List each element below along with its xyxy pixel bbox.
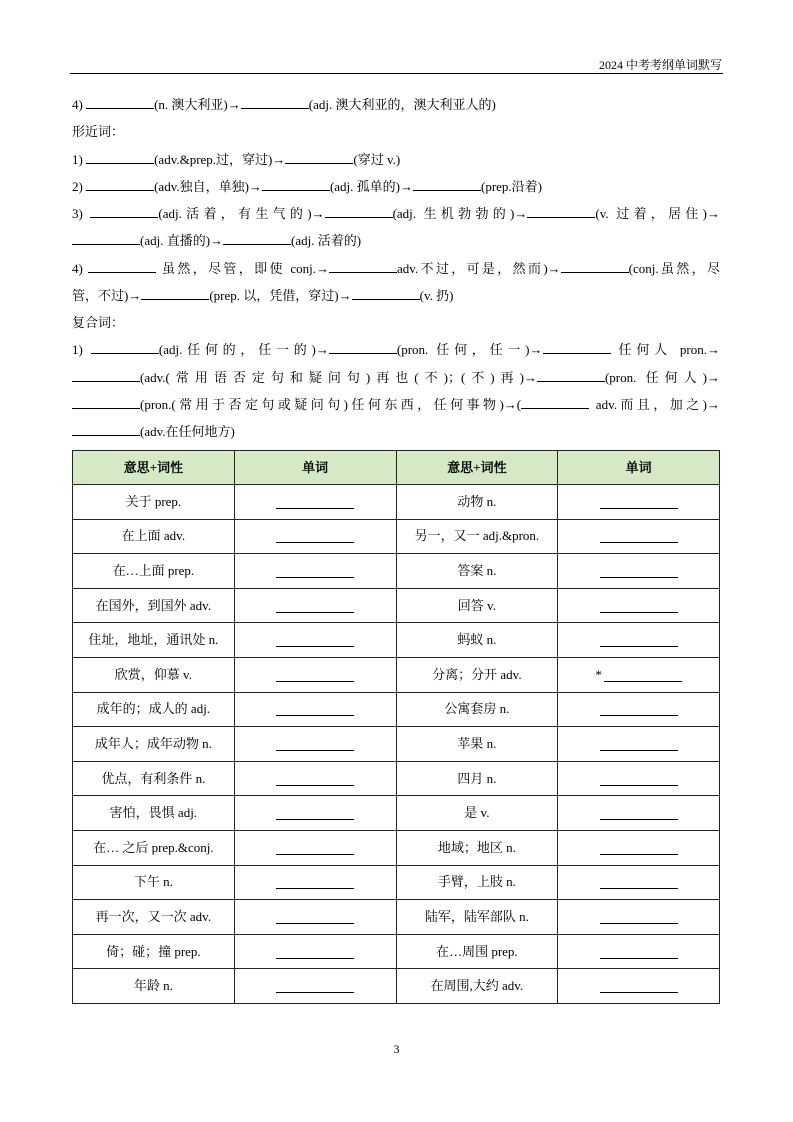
line-text: (adv.(常用语否定句和疑问句)再也(不)；(不)再)→ — [140, 369, 537, 385]
answer-blank — [276, 772, 354, 786]
text-line — [72, 391, 720, 418]
answer-blank — [285, 151, 353, 164]
word-cell — [235, 866, 397, 901]
line-text: (adj. 澳大利亚的，澳大利亚人的) — [308, 97, 496, 112]
answer-blank — [276, 875, 354, 889]
line-text: 任何人 pron.→ — [610, 342, 720, 358]
word-cell — [558, 969, 720, 1004]
text-line — [72, 173, 720, 200]
line-text: (穿过 v.) — [353, 151, 401, 167]
word-cell — [235, 658, 397, 693]
answer-blank — [276, 564, 354, 578]
line-text: (adv.在任何地方) — [140, 424, 235, 439]
answer-blank — [600, 875, 678, 889]
answer-blank — [276, 806, 354, 820]
worksheet-body — [72, 91, 720, 451]
meaning-cell: 年龄 n. — [73, 969, 235, 1004]
line-text: 管，不过)→ — [72, 287, 142, 303]
word-cell — [235, 589, 397, 624]
meaning-cell: 手臂，上肢 n. — [397, 866, 559, 901]
line-text: 2) — [72, 178, 87, 194]
word-cell — [558, 623, 720, 658]
word-cell — [235, 762, 397, 797]
answer-blank — [223, 232, 291, 245]
line-text: adv.不过，可是，然而)→ — [397, 260, 561, 276]
line-text: (adj. 孤单的)→ — [329, 178, 413, 194]
answer-blank — [325, 205, 393, 218]
meaning-cell: 害怕，畏惧 adj. — [73, 796, 235, 831]
word-cell — [558, 831, 720, 866]
word-cell — [558, 762, 720, 797]
answer-blank — [276, 599, 354, 613]
text-line — [72, 282, 720, 309]
word-cell — [235, 554, 397, 589]
table-header-cell: 单词 — [235, 451, 397, 485]
meaning-cell: 苹果 n. — [397, 727, 559, 762]
answer-blank — [600, 841, 678, 855]
meaning-cell: 下午 n. — [73, 866, 235, 901]
answer-blank — [86, 96, 154, 109]
answer-blank — [86, 151, 154, 164]
answer-blank — [600, 702, 678, 716]
word-cell — [558, 866, 720, 901]
line-text: 虽然，尽管，即使 conj.→ — [156, 260, 330, 276]
answer-blank — [537, 369, 605, 382]
line-text: 形近词： — [72, 124, 125, 140]
answer-blank — [600, 910, 678, 924]
line-text: (adv.独自，单独)→ — [154, 178, 262, 194]
text-line — [72, 227, 720, 254]
answer-blank — [241, 96, 309, 109]
meaning-cell: 是 v. — [397, 796, 559, 831]
answer-blank — [543, 341, 611, 354]
line-text: 3) — [72, 206, 91, 221]
line-text: (v. 过着，居住)→ — [595, 206, 720, 221]
answer-blank — [600, 564, 678, 578]
answer-blank — [88, 260, 156, 273]
answer-blank — [276, 495, 354, 509]
answer-blank — [600, 772, 678, 786]
meaning-cell: 再一次，又一次 adv. — [73, 900, 235, 935]
meaning-cell: 住址，地址，通讯处 n. — [73, 623, 235, 658]
answer-blank — [276, 979, 354, 993]
word-cell — [558, 658, 720, 693]
meaning-cell: 在…周围 prep. — [397, 935, 559, 970]
text-line — [72, 118, 720, 145]
text-line — [72, 336, 720, 363]
line-text: (pron.(常用于否定句或疑问句)任何东西，任何事物)→( — [140, 396, 522, 412]
answer-blank — [600, 979, 678, 993]
word-cell — [235, 969, 397, 1004]
text-line — [72, 255, 720, 282]
meaning-cell: 在…上面 prep. — [73, 554, 235, 589]
meaning-cell: 回答 v. — [397, 589, 559, 624]
answer-blank — [86, 178, 154, 191]
answer-blank — [141, 287, 209, 300]
meaning-cell: 成年人；成年动物 n. — [73, 727, 235, 762]
line-text: (adj.任何的，任一的)→ — [158, 342, 329, 358]
answer-blank — [276, 633, 354, 647]
line-text: (conj.虽然，尽 — [628, 260, 720, 276]
word-cell — [558, 520, 720, 555]
meaning-cell: 在上面 adv. — [73, 520, 235, 555]
meaning-cell: 在国外，到国外 adv. — [73, 589, 235, 624]
text-line — [72, 418, 720, 445]
word-cell — [235, 831, 397, 866]
asterisk-mark: * — [595, 666, 602, 682]
answer-blank — [72, 396, 140, 409]
header-rule — [70, 73, 723, 74]
word-cell — [235, 623, 397, 658]
word-cell — [235, 796, 397, 831]
meaning-cell: 陆军，陆军部队 n. — [397, 900, 559, 935]
text-line — [72, 91, 720, 118]
answer-blank — [352, 287, 420, 300]
answer-blank — [91, 341, 159, 354]
answer-blank — [72, 423, 140, 436]
word-cell — [558, 554, 720, 589]
table-header-cell: 意思+词性 — [73, 451, 235, 485]
answer-blank — [276, 841, 354, 855]
line-text: (adj. 活着的) — [291, 233, 362, 249]
answer-blank — [600, 529, 678, 543]
word-cell — [558, 796, 720, 831]
meaning-cell: 倚；碰；撞 prep. — [73, 935, 235, 970]
line-text: (n. 澳大利亚)→ — [154, 97, 241, 112]
answer-blank — [329, 341, 397, 354]
meaning-cell: 优点，有利条件 n. — [73, 762, 235, 797]
vocab-table — [72, 450, 720, 1004]
line-text: 4) — [72, 97, 87, 112]
word-cell — [235, 727, 397, 762]
meaning-cell: 欣赏，仰慕 v. — [73, 658, 235, 693]
line-text: 1) — [72, 342, 91, 358]
word-cell — [235, 520, 397, 555]
answer-blank — [276, 702, 354, 716]
answer-blank — [262, 178, 330, 191]
meaning-cell: 成年的；成人的 adj. — [73, 693, 235, 728]
line-text: 4) — [72, 260, 89, 276]
line-text: (v. 扔) — [419, 287, 454, 303]
answer-blank — [600, 633, 678, 647]
answer-blank — [600, 737, 678, 751]
text-line — [72, 200, 720, 227]
meaning-cell: 分离；分开 adv. — [397, 658, 559, 693]
word-cell — [558, 693, 720, 728]
word-cell — [558, 727, 720, 762]
meaning-cell: 在… 之后 prep.&conj. — [73, 831, 235, 866]
line-text: adv.而且，加之)→ — [589, 396, 720, 412]
answer-blank — [600, 806, 678, 820]
page-header-title: 2024 中考考纲单词默写 — [598, 58, 722, 72]
answer-blank — [276, 737, 354, 751]
meaning-cell: 四月 n. — [397, 762, 559, 797]
line-text: (adj. 生机勃勃的)→ — [392, 206, 528, 221]
line-text: (prep.沿着) — [480, 178, 542, 194]
word-cell — [558, 485, 720, 520]
text-line — [72, 364, 720, 391]
line-text: (adj.活着，有生气的)→ — [158, 206, 325, 221]
line-text: (adv.&prep.过，穿过)→ — [154, 151, 286, 167]
answer-blank — [600, 599, 678, 613]
meaning-cell: 答案 n. — [397, 554, 559, 589]
answer-blank — [276, 529, 354, 543]
meaning-cell: 动物 n. — [397, 485, 559, 520]
meaning-cell: 在周围,大约 adv. — [397, 969, 559, 1004]
answer-blank — [276, 668, 354, 682]
answer-blank — [72, 369, 140, 382]
answer-blank — [521, 396, 589, 409]
text-line — [72, 146, 720, 173]
line-text: 复合词： — [72, 315, 125, 330]
table-header-cell: 单词 — [558, 451, 720, 485]
word-cell — [558, 900, 720, 935]
answer-blank — [72, 232, 140, 245]
answer-blank — [329, 260, 397, 273]
line-text: (pron. 任何，任一)→ — [396, 342, 543, 358]
answer-blank — [90, 205, 158, 218]
answer-blank — [413, 178, 481, 191]
line-text: (adj. 直播的)→ — [140, 233, 224, 249]
meaning-cell: 公寓套房 n. — [397, 693, 559, 728]
answer-blank — [561, 260, 629, 273]
answer-blank — [276, 945, 354, 959]
text-line — [72, 309, 720, 336]
meaning-cell: 关于 prep. — [73, 485, 235, 520]
answer-blank — [527, 205, 595, 218]
answer-blank — [600, 495, 678, 509]
meaning-cell: 地域；地区 n. — [397, 831, 559, 866]
word-cell — [235, 693, 397, 728]
meaning-cell: 另一，又一 adj.&pron. — [397, 520, 559, 555]
line-text: 1) — [72, 151, 87, 167]
word-cell — [558, 589, 720, 624]
answer-blank — [604, 668, 682, 682]
answer-blank — [276, 910, 354, 924]
word-cell — [235, 485, 397, 520]
answer-blank — [600, 945, 678, 959]
word-cell — [235, 935, 397, 970]
word-cell — [558, 935, 720, 970]
page-number: 3 — [393, 1042, 400, 1056]
meaning-cell: 蚂蚁 n. — [397, 623, 559, 658]
table-header-cell: 意思+词性 — [397, 451, 559, 485]
word-cell — [235, 900, 397, 935]
line-text: (prep. 以，凭借，穿过)→ — [209, 287, 352, 303]
line-text: (pron. 任何人)→ — [604, 369, 720, 385]
